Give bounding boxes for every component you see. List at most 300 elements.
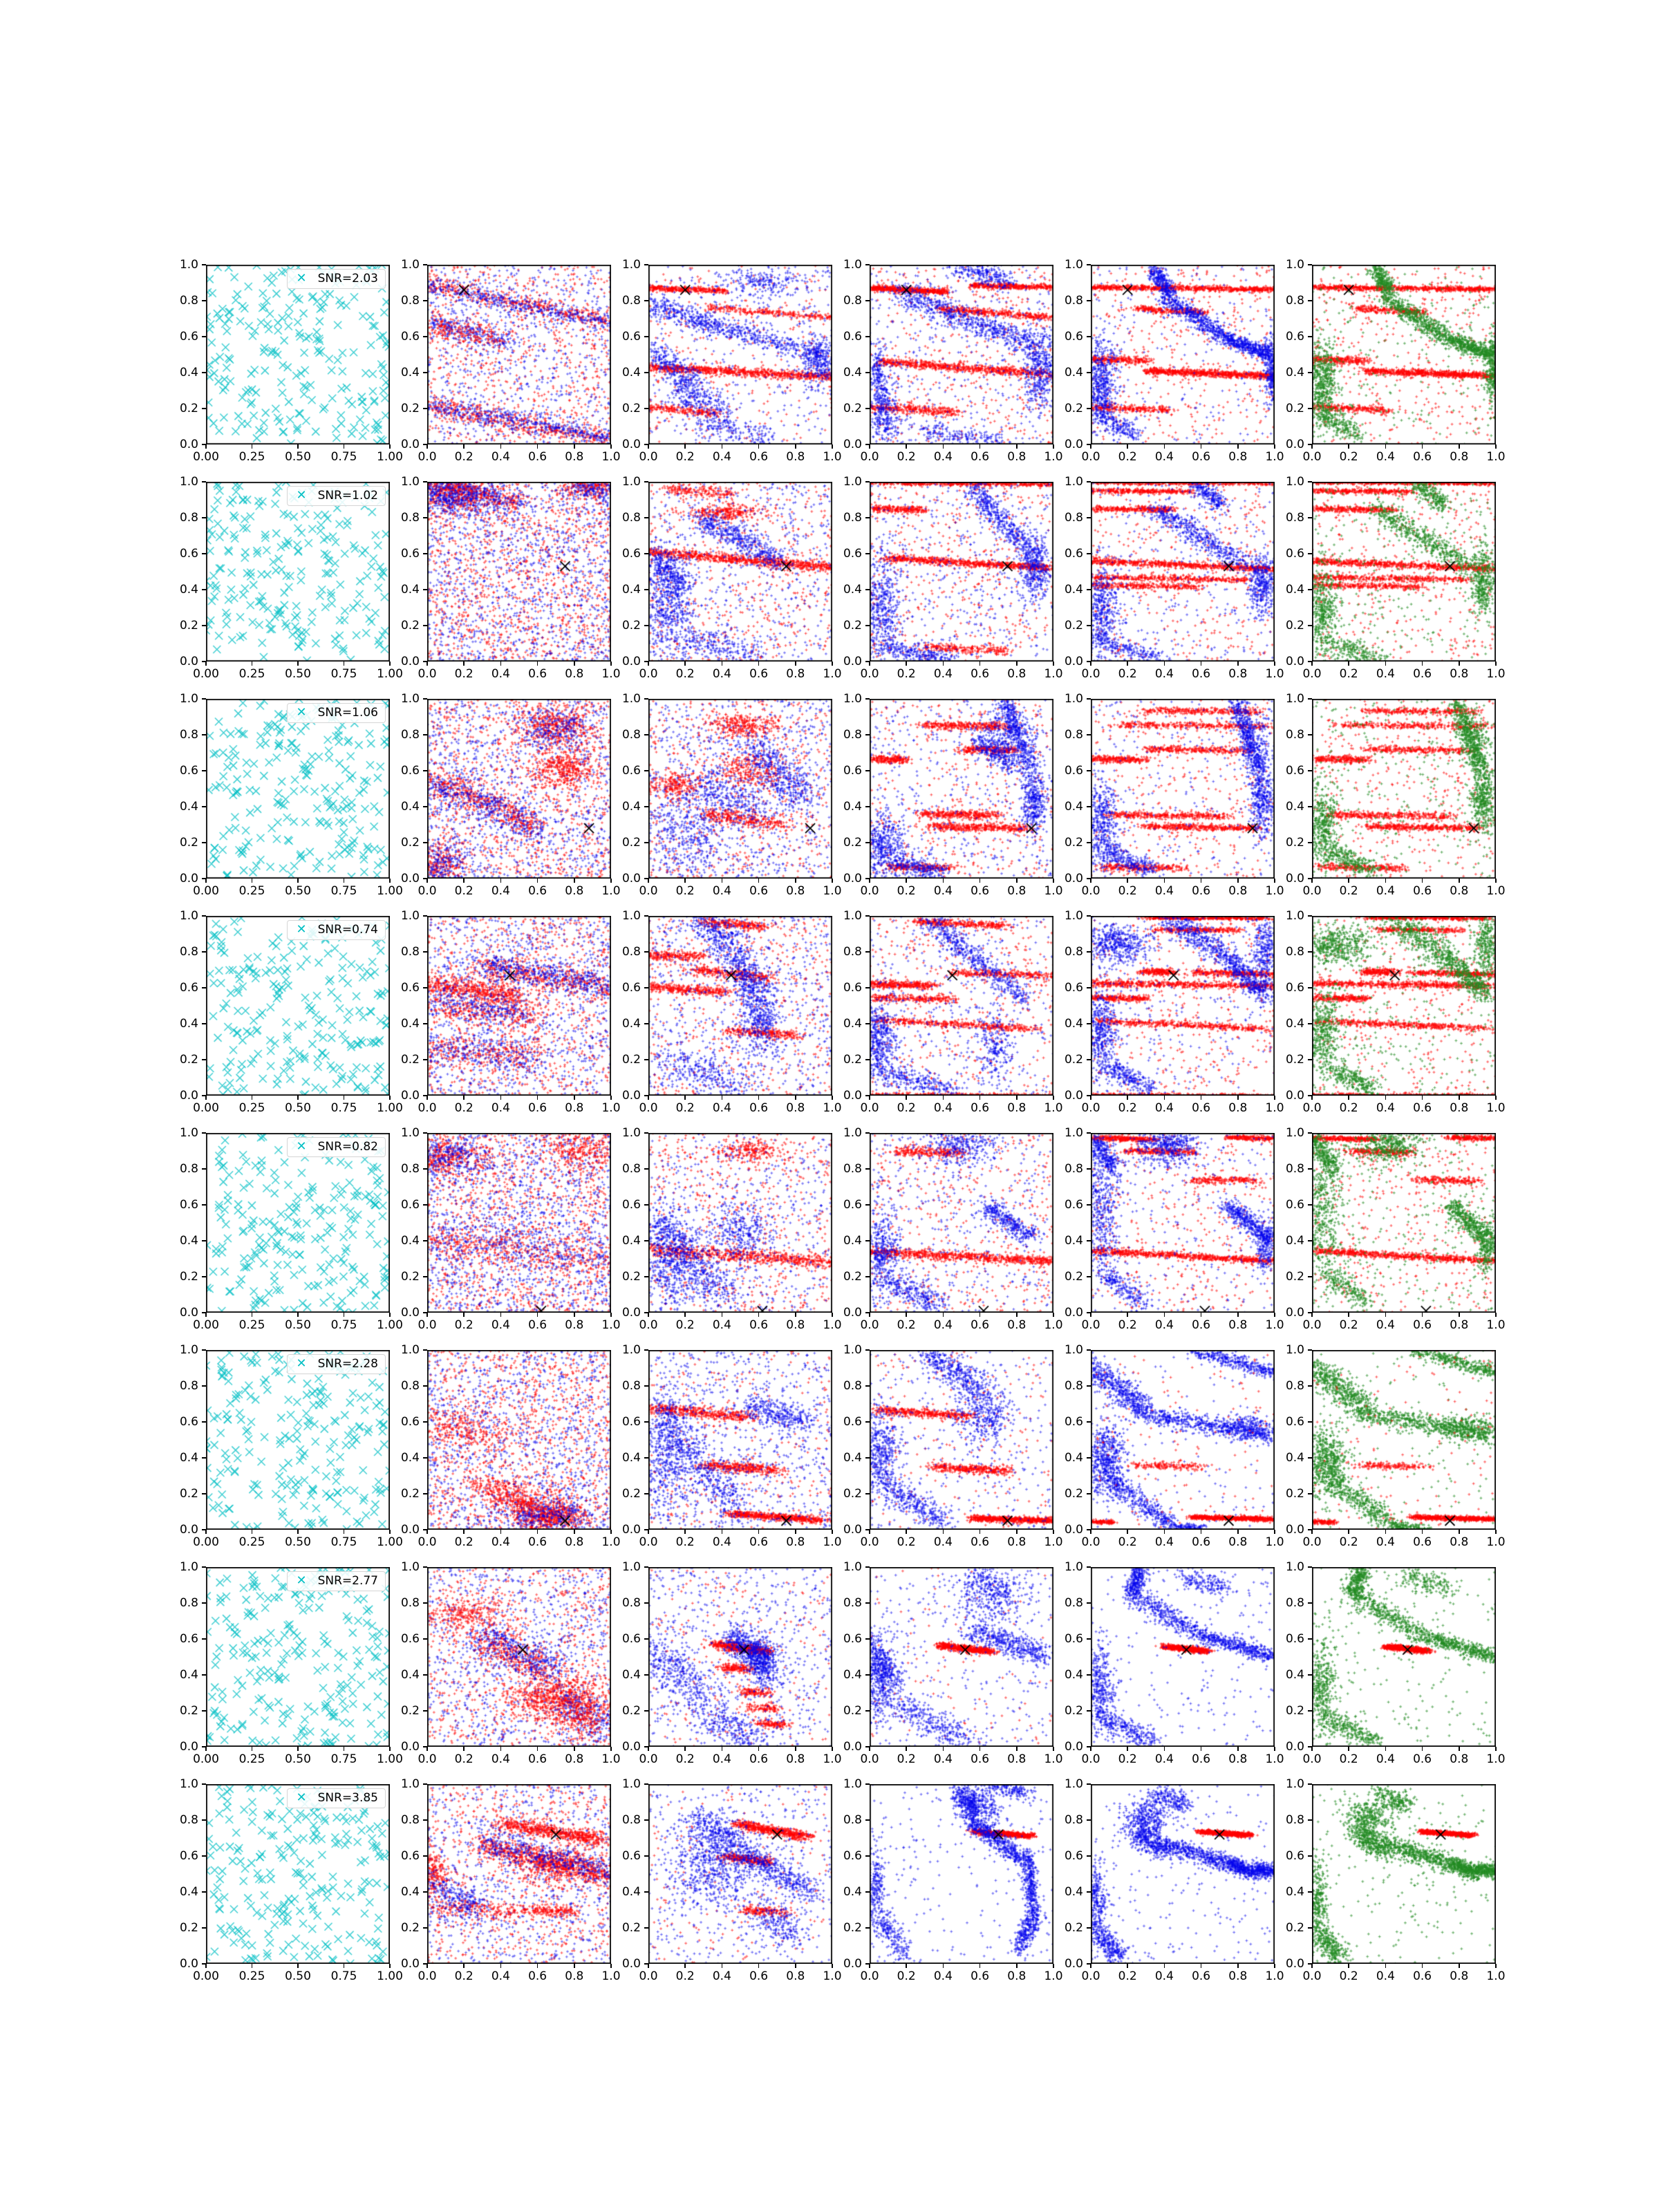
x-tick-label: 0.0 bbox=[639, 450, 658, 464]
y-tick-mark bbox=[644, 1493, 648, 1494]
subplot-r1c5 bbox=[1064, 258, 1284, 464]
x-tick-label: 0.6 bbox=[1413, 1969, 1432, 1983]
x-tick-label: 1.0 bbox=[1486, 667, 1506, 681]
x-tick-label: 0.6 bbox=[1413, 1535, 1432, 1549]
x-tick-mark bbox=[1422, 444, 1423, 449]
x-tick-label: 0.0 bbox=[1302, 450, 1322, 464]
scatter-canvas bbox=[870, 1350, 1053, 1530]
y-tick-mark bbox=[865, 625, 870, 626]
legend-box bbox=[287, 269, 386, 289]
x-tick-mark bbox=[684, 1964, 686, 1968]
y-tick-mark bbox=[1308, 1746, 1312, 1747]
y-tick-mark bbox=[1087, 589, 1091, 590]
x-tick-mark bbox=[574, 662, 575, 666]
y-tick-label: 0.6 bbox=[1285, 547, 1304, 561]
y-tick-label: 1.0 bbox=[179, 475, 198, 489]
y-tick-mark bbox=[423, 1819, 427, 1821]
scatter-canvas bbox=[1312, 916, 1496, 1096]
x-tick-mark bbox=[500, 1313, 502, 1317]
y-tick-label: 0.6 bbox=[1064, 1849, 1083, 1863]
y-tick-mark bbox=[202, 264, 206, 265]
x-tick-mark bbox=[648, 444, 649, 449]
y-tick-label: 0.2 bbox=[1285, 1921, 1304, 1935]
y-tick-label: 0.2 bbox=[1064, 402, 1083, 415]
y-tick-mark bbox=[1087, 300, 1091, 301]
y-tick-mark bbox=[423, 1493, 427, 1494]
y-tick-mark bbox=[423, 1855, 427, 1857]
x-tick-label: 0.2 bbox=[454, 1752, 474, 1766]
y-tick-label: 0.0 bbox=[400, 1089, 420, 1103]
y-tick-mark bbox=[644, 517, 648, 518]
x-tick-mark bbox=[344, 1747, 345, 1751]
x-tick-label: 0.25 bbox=[238, 884, 265, 898]
x-tick-label: 0.2 bbox=[897, 884, 916, 898]
x-tick-label: 0.0 bbox=[639, 1101, 658, 1115]
scatter-canvas bbox=[870, 916, 1053, 1096]
x-tick-mark bbox=[1127, 1096, 1128, 1100]
y-tick-mark bbox=[1308, 517, 1312, 518]
y-tick-label: 0.6 bbox=[179, 764, 198, 778]
x-tick-label: 0.0 bbox=[639, 667, 658, 681]
y-tick-mark bbox=[865, 1819, 870, 1821]
x-tick-label: 0.8 bbox=[1450, 1969, 1469, 1983]
x-tick-label: 1.0 bbox=[601, 1535, 621, 1549]
scatter-canvas bbox=[648, 1133, 832, 1313]
scatter-canvas bbox=[427, 1567, 611, 1747]
y-tick-label: 0.2 bbox=[400, 1487, 420, 1501]
y-tick-label: 0.6 bbox=[400, 330, 420, 344]
y-tick-label: 0.2 bbox=[1285, 1704, 1304, 1718]
y-tick-mark bbox=[202, 1168, 206, 1170]
y-tick-label: 0.0 bbox=[843, 655, 862, 668]
y-tick-mark bbox=[202, 1746, 206, 1747]
y-tick-mark bbox=[423, 1566, 427, 1568]
x-tick-mark bbox=[1127, 444, 1128, 449]
x-tick-mark bbox=[1127, 1964, 1128, 1968]
y-tick-label: 0.2 bbox=[843, 1921, 862, 1935]
y-tick-label: 0.6 bbox=[1285, 764, 1304, 778]
y-tick-mark bbox=[1308, 698, 1312, 700]
y-tick-mark bbox=[202, 1385, 206, 1387]
x-tick-label: 0.75 bbox=[330, 1969, 357, 1983]
y-tick-mark bbox=[1308, 1023, 1312, 1024]
x-tick-label: 0.8 bbox=[786, 1101, 805, 1115]
y-tick-mark bbox=[423, 1746, 427, 1747]
subplot-r7c3 bbox=[621, 1560, 842, 1766]
y-tick-mark bbox=[644, 1783, 648, 1785]
y-tick-mark bbox=[1087, 1493, 1091, 1494]
x-tick-label: 1.0 bbox=[1044, 450, 1063, 464]
x-tick-label: 0.2 bbox=[1118, 884, 1137, 898]
y-tick-label: 0.2 bbox=[1285, 1270, 1304, 1284]
x-tick-mark bbox=[980, 1096, 981, 1100]
y-tick-label: 0.8 bbox=[843, 294, 862, 308]
y-tick-mark bbox=[1308, 770, 1312, 771]
x-tick-mark bbox=[1348, 1313, 1349, 1317]
x-tick-label: 0.2 bbox=[1339, 667, 1358, 681]
y-tick-label: 0.0 bbox=[179, 1740, 198, 1754]
x-tick-mark bbox=[795, 662, 796, 666]
y-tick-label: 0.0 bbox=[400, 655, 420, 668]
legend-snr-label: SNR=0.74 bbox=[317, 923, 378, 937]
x-tick-mark bbox=[1237, 1313, 1239, 1317]
y-tick-label: 0.4 bbox=[179, 800, 198, 814]
y-tick-mark bbox=[1087, 915, 1091, 917]
x-tick-label: 0.6 bbox=[971, 1969, 990, 1983]
y-tick-mark bbox=[1308, 1385, 1312, 1387]
x-tick-mark bbox=[1201, 662, 1202, 666]
x-tick-mark bbox=[1164, 1096, 1165, 1100]
y-tick-mark bbox=[423, 698, 427, 700]
x-tick-mark bbox=[297, 1964, 299, 1968]
x-tick-label: 0.25 bbox=[238, 1969, 265, 1983]
x-tick-label: 1.00 bbox=[377, 1101, 403, 1115]
y-tick-label: 0.6 bbox=[621, 547, 641, 561]
x-tick-label: 0.8 bbox=[1007, 1752, 1027, 1766]
y-tick-mark bbox=[1087, 1168, 1091, 1170]
x-tick-label: 0.8 bbox=[1228, 1318, 1248, 1332]
y-tick-mark bbox=[1308, 408, 1312, 409]
y-tick-label: 1.0 bbox=[179, 909, 198, 923]
x-tick-label: 0.50 bbox=[285, 1101, 311, 1115]
y-tick-label: 0.0 bbox=[1064, 1957, 1083, 1971]
y-tick-label: 0.8 bbox=[621, 1379, 641, 1393]
x-tick-mark bbox=[537, 662, 538, 666]
y-tick-mark bbox=[644, 1349, 648, 1351]
y-tick-mark bbox=[865, 1638, 870, 1640]
y-tick-mark bbox=[423, 1132, 427, 1134]
y-tick-mark bbox=[865, 1566, 870, 1568]
y-tick-mark bbox=[644, 1457, 648, 1459]
y-tick-label: 0.0 bbox=[843, 1957, 862, 1971]
y-tick-mark bbox=[423, 625, 427, 626]
y-tick-label: 0.0 bbox=[1064, 1523, 1083, 1537]
x-tick-label: 0.6 bbox=[1192, 667, 1211, 681]
y-tick-label: 0.8 bbox=[400, 1813, 420, 1827]
y-tick-mark bbox=[1087, 517, 1091, 518]
x-tick-mark bbox=[869, 1964, 870, 1968]
legend-x-marker-icon: ✕ bbox=[296, 1573, 307, 1588]
y-tick-mark bbox=[865, 408, 870, 409]
y-tick-mark bbox=[1087, 698, 1091, 700]
x-tick-label: 0.8 bbox=[1007, 667, 1027, 681]
x-tick-mark bbox=[205, 1964, 207, 1968]
y-tick-label: 0.4 bbox=[1285, 1885, 1304, 1899]
x-tick-label: 0.50 bbox=[285, 884, 311, 898]
x-tick-label: 0.75 bbox=[330, 1535, 357, 1549]
x-tick-label: 0.4 bbox=[1376, 450, 1395, 464]
scatter-canvas bbox=[648, 265, 832, 444]
x-tick-label: 0.8 bbox=[1450, 450, 1469, 464]
x-tick-label: 0.2 bbox=[454, 884, 474, 898]
y-tick-label: 0.8 bbox=[179, 1596, 198, 1610]
x-tick-label: 0.50 bbox=[285, 1318, 311, 1332]
x-tick-label: 0.8 bbox=[1450, 1101, 1469, 1115]
x-tick-mark bbox=[1348, 444, 1349, 449]
x-tick-mark bbox=[1127, 1313, 1128, 1317]
y-tick-mark bbox=[1087, 444, 1091, 445]
x-tick-mark bbox=[500, 879, 502, 883]
y-tick-label: 1.0 bbox=[1285, 1343, 1304, 1357]
y-tick-label: 0.4 bbox=[621, 1668, 641, 1682]
y-tick-mark bbox=[423, 878, 427, 879]
y-tick-mark bbox=[202, 987, 206, 988]
y-tick-mark bbox=[1087, 987, 1091, 988]
x-tick-mark bbox=[1459, 1964, 1460, 1968]
y-tick-label: 0.4 bbox=[843, 583, 862, 597]
y-tick-mark bbox=[202, 408, 206, 409]
x-tick-label: 0.4 bbox=[491, 450, 510, 464]
x-tick-label: 0.0 bbox=[1081, 450, 1100, 464]
y-tick-label: 0.8 bbox=[1064, 294, 1083, 308]
y-tick-label: 0.2 bbox=[179, 1053, 198, 1067]
y-tick-mark bbox=[1087, 1674, 1091, 1676]
scatter-canvas bbox=[1312, 1350, 1496, 1530]
subplot-r2c2 bbox=[400, 475, 621, 681]
x-tick-mark bbox=[795, 1530, 796, 1534]
x-tick-label: 0.4 bbox=[491, 1101, 510, 1115]
y-tick-mark bbox=[423, 1927, 427, 1929]
x-tick-mark bbox=[1495, 879, 1497, 883]
y-tick-label: 0.4 bbox=[843, 366, 862, 379]
legend-snr-label: SNR=0.82 bbox=[317, 1140, 378, 1154]
legend-box bbox=[287, 1137, 386, 1157]
y-tick-mark bbox=[644, 1095, 648, 1096]
x-tick-mark bbox=[1422, 1964, 1423, 1968]
y-tick-mark bbox=[1308, 1095, 1312, 1096]
x-tick-mark bbox=[537, 444, 538, 449]
y-tick-mark bbox=[1308, 336, 1312, 337]
scatter-canvas bbox=[427, 916, 611, 1096]
subplot-r3c2 bbox=[400, 692, 621, 898]
x-tick-mark bbox=[1201, 1964, 1202, 1968]
x-tick-label: 0.0 bbox=[860, 1535, 879, 1549]
x-tick-label: 0.4 bbox=[1154, 1101, 1174, 1115]
y-tick-label: 1.0 bbox=[621, 1777, 641, 1791]
x-tick-mark bbox=[1164, 444, 1165, 449]
y-tick-label: 0.8 bbox=[621, 294, 641, 308]
scatter-canvas bbox=[648, 916, 832, 1096]
x-tick-label: 0.2 bbox=[675, 1535, 695, 1549]
x-tick-mark bbox=[684, 1313, 686, 1317]
y-tick-mark bbox=[1087, 408, 1091, 409]
y-tick-label: 1.0 bbox=[400, 1777, 420, 1791]
y-tick-label: 0.0 bbox=[1064, 1306, 1083, 1320]
x-tick-label: 0.4 bbox=[933, 667, 953, 681]
y-tick-label: 0.4 bbox=[400, 583, 420, 597]
y-tick-mark bbox=[865, 1674, 870, 1676]
y-tick-label: 0.4 bbox=[843, 1885, 862, 1899]
y-tick-mark bbox=[1087, 1891, 1091, 1893]
x-tick-mark bbox=[795, 879, 796, 883]
x-tick-label: 0.2 bbox=[675, 1318, 695, 1332]
x-tick-mark bbox=[1016, 1530, 1018, 1534]
y-tick-mark bbox=[1308, 734, 1312, 735]
scatter-canvas bbox=[206, 916, 390, 1096]
y-tick-mark bbox=[202, 1927, 206, 1929]
x-tick-label: 1.0 bbox=[823, 450, 842, 464]
y-tick-label: 0.4 bbox=[179, 366, 198, 379]
x-tick-label: 0.25 bbox=[238, 450, 265, 464]
x-tick-mark bbox=[1385, 444, 1387, 449]
x-tick-mark bbox=[722, 1530, 723, 1534]
legend-snr-label: SNR=2.77 bbox=[317, 1574, 378, 1588]
scatter-canvas bbox=[1091, 1350, 1275, 1530]
y-tick-mark bbox=[1308, 987, 1312, 988]
x-tick-mark bbox=[1422, 1530, 1423, 1534]
subplot-r6c6 bbox=[1285, 1343, 1506, 1549]
x-tick-label: 0.25 bbox=[238, 1101, 265, 1115]
y-tick-label: 0.6 bbox=[400, 981, 420, 995]
y-tick-label: 0.0 bbox=[1285, 1957, 1304, 1971]
x-tick-label: 0.6 bbox=[971, 884, 990, 898]
y-tick-label: 0.0 bbox=[400, 438, 420, 451]
y-tick-label: 0.4 bbox=[1285, 1668, 1304, 1682]
legend-snr-label: SNR=3.85 bbox=[317, 1791, 378, 1805]
y-tick-label: 0.0 bbox=[843, 1523, 862, 1537]
x-tick-mark bbox=[252, 879, 253, 883]
x-tick-mark bbox=[574, 1313, 575, 1317]
x-tick-mark bbox=[1459, 1530, 1460, 1534]
x-tick-label: 0.6 bbox=[528, 1752, 547, 1766]
x-tick-mark bbox=[252, 1313, 253, 1317]
subplot-r3c1 bbox=[179, 692, 403, 898]
y-tick-label: 1.0 bbox=[1064, 1343, 1083, 1357]
y-tick-label: 1.0 bbox=[1064, 909, 1083, 923]
y-tick-mark bbox=[202, 336, 206, 337]
y-tick-label: 0.0 bbox=[843, 438, 862, 451]
x-tick-label: 0.0 bbox=[1302, 1752, 1322, 1766]
legend-box bbox=[287, 920, 386, 940]
x-tick-mark bbox=[574, 444, 575, 449]
x-tick-mark bbox=[427, 1530, 428, 1534]
x-tick-label: 0.4 bbox=[1154, 667, 1174, 681]
y-tick-label: 0.8 bbox=[1285, 294, 1304, 308]
y-tick-mark bbox=[1308, 1059, 1312, 1060]
y-tick-mark bbox=[423, 408, 427, 409]
x-tick-label: 1.0 bbox=[1486, 1535, 1506, 1549]
y-tick-mark bbox=[1308, 842, 1312, 843]
y-tick-label: 0.0 bbox=[400, 1306, 420, 1320]
x-tick-mark bbox=[1385, 1313, 1387, 1317]
x-tick-label: 0.0 bbox=[1081, 1535, 1100, 1549]
y-tick-mark bbox=[1308, 1638, 1312, 1640]
x-tick-mark bbox=[297, 1313, 299, 1317]
y-tick-label: 0.2 bbox=[400, 1921, 420, 1935]
subplot-r7c5 bbox=[1064, 1560, 1284, 1766]
subplot-r7c2 bbox=[400, 1560, 621, 1766]
y-tick-label: 0.6 bbox=[179, 1632, 198, 1646]
x-tick-mark bbox=[758, 1747, 760, 1751]
x-tick-label: 0.0 bbox=[418, 667, 437, 681]
x-tick-label: 1.0 bbox=[1265, 667, 1284, 681]
y-tick-mark bbox=[423, 951, 427, 953]
subplot-r1c1 bbox=[179, 258, 403, 464]
y-tick-label: 0.4 bbox=[1064, 1017, 1083, 1031]
x-tick-label: 0.6 bbox=[528, 1969, 547, 1983]
y-tick-label: 0.4 bbox=[1064, 366, 1083, 379]
x-tick-label: 0.4 bbox=[712, 884, 731, 898]
x-tick-mark bbox=[1016, 662, 1018, 666]
x-tick-label: 0.0 bbox=[1081, 1318, 1100, 1332]
y-tick-label: 0.6 bbox=[179, 330, 198, 344]
y-tick-mark bbox=[202, 589, 206, 590]
subplot-r3c5 bbox=[1064, 692, 1284, 898]
x-tick-label: 0.6 bbox=[749, 667, 769, 681]
x-tick-mark bbox=[758, 1313, 760, 1317]
scatter-canvas bbox=[870, 482, 1053, 662]
x-tick-label: 0.2 bbox=[454, 667, 474, 681]
x-tick-label: 1.0 bbox=[1265, 1969, 1284, 1983]
x-tick-mark bbox=[297, 444, 299, 449]
subplot-r4c6 bbox=[1285, 909, 1506, 1115]
x-tick-label: 0.8 bbox=[786, 667, 805, 681]
y-tick-mark bbox=[644, 951, 648, 953]
x-tick-label: 1.00 bbox=[377, 667, 403, 681]
y-tick-label: 0.2 bbox=[1064, 1704, 1083, 1718]
legend-x-marker-icon: ✕ bbox=[296, 922, 307, 937]
y-tick-label: 0.8 bbox=[1064, 511, 1083, 525]
y-tick-mark bbox=[1087, 806, 1091, 807]
y-tick-label: 1.0 bbox=[1285, 475, 1304, 489]
y-tick-mark bbox=[865, 1023, 870, 1024]
x-tick-mark bbox=[1385, 662, 1387, 666]
x-tick-mark bbox=[684, 1747, 686, 1751]
x-tick-label: 0.00 bbox=[193, 1752, 219, 1766]
y-tick-label: 0.2 bbox=[1064, 836, 1083, 850]
y-tick-label: 0.2 bbox=[621, 402, 641, 415]
x-tick-mark bbox=[1201, 1313, 1202, 1317]
y-tick-mark bbox=[202, 698, 206, 700]
x-tick-label: 1.0 bbox=[601, 1969, 621, 1983]
x-tick-label: 1.0 bbox=[1486, 1101, 1506, 1115]
y-tick-label: 0.2 bbox=[843, 1053, 862, 1067]
x-tick-mark bbox=[1495, 1313, 1497, 1317]
x-tick-label: 0.2 bbox=[1118, 1101, 1137, 1115]
y-tick-label: 0.0 bbox=[621, 655, 641, 668]
y-tick-mark bbox=[423, 1349, 427, 1351]
y-tick-mark bbox=[644, 1746, 648, 1747]
y-tick-label: 1.0 bbox=[1064, 258, 1083, 272]
x-tick-label: 1.0 bbox=[1486, 1969, 1506, 1983]
y-tick-label: 0.2 bbox=[1285, 402, 1304, 415]
y-tick-label: 0.4 bbox=[843, 1451, 862, 1465]
scatter-canvas bbox=[1312, 1784, 1496, 1964]
y-tick-label: 0.4 bbox=[1285, 366, 1304, 379]
y-tick-mark bbox=[1087, 1204, 1091, 1206]
y-tick-mark bbox=[1087, 1132, 1091, 1134]
y-tick-label: 0.8 bbox=[400, 1162, 420, 1176]
x-tick-mark bbox=[205, 444, 207, 449]
x-tick-mark bbox=[1311, 1530, 1313, 1534]
y-tick-label: 0.4 bbox=[1285, 1234, 1304, 1248]
x-tick-label: 0.2 bbox=[1118, 1969, 1137, 1983]
y-tick-label: 0.8 bbox=[179, 1813, 198, 1827]
y-tick-label: 0.6 bbox=[843, 547, 862, 561]
x-tick-mark bbox=[297, 879, 299, 883]
y-tick-label: 0.4 bbox=[400, 1234, 420, 1248]
x-tick-label: 0.50 bbox=[285, 1969, 311, 1983]
x-tick-mark bbox=[1495, 1530, 1497, 1534]
x-tick-label: 0.8 bbox=[786, 1535, 805, 1549]
subplot-r8c6 bbox=[1285, 1777, 1506, 1983]
scatter-canvas bbox=[427, 1133, 611, 1313]
y-tick-mark bbox=[423, 372, 427, 373]
x-tick-mark bbox=[574, 1964, 575, 1968]
legend-x-marker-icon: ✕ bbox=[296, 271, 307, 285]
x-tick-label: 1.0 bbox=[1044, 1318, 1063, 1332]
y-tick-label: 1.0 bbox=[179, 1777, 198, 1791]
